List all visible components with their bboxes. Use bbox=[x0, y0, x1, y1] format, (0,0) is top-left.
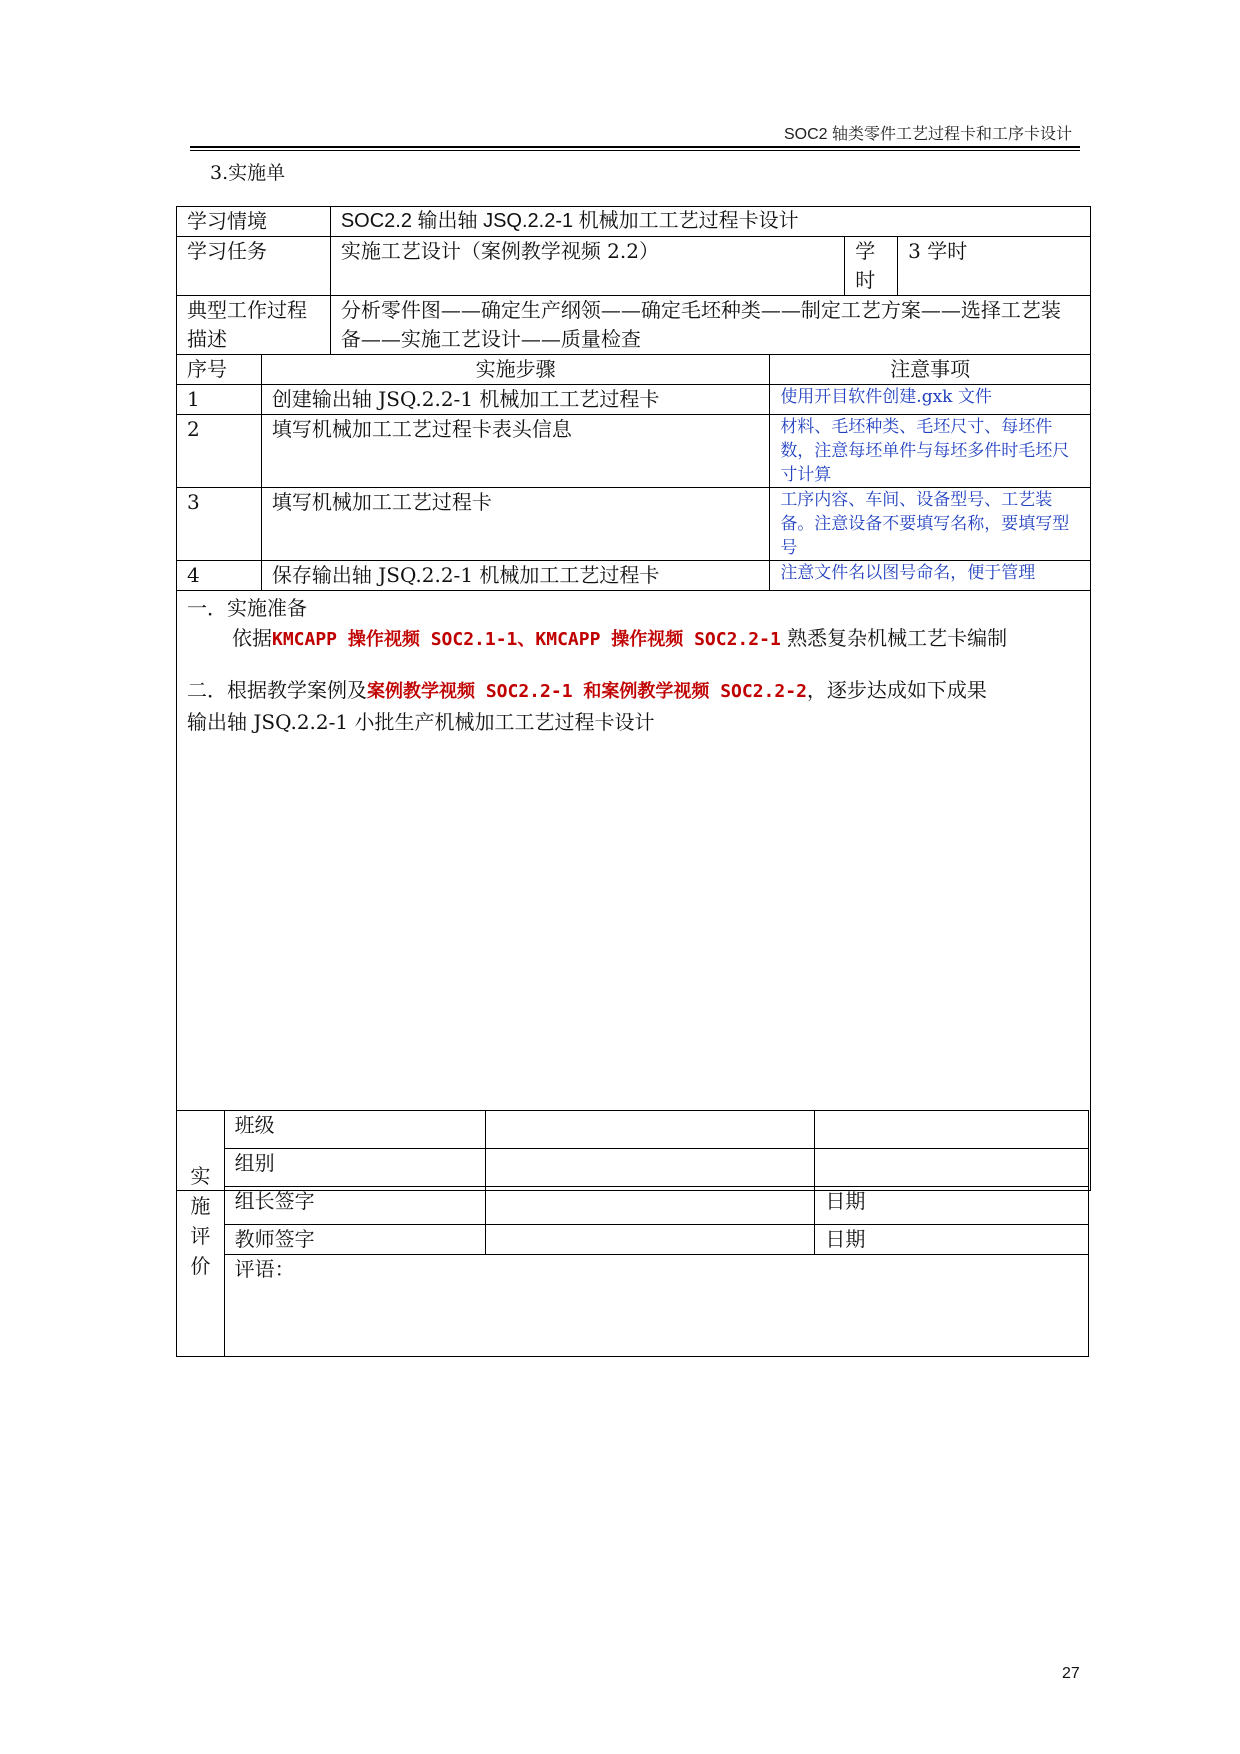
step-row bbox=[177, 415, 1091, 488]
step-no: 4 bbox=[177, 561, 262, 591]
side-char: 施 bbox=[190, 1194, 211, 1218]
prep-line-3: 输出轴 JSQ.2.2-1 小批生产机械加工工艺过程卡设计 bbox=[187, 710, 655, 734]
page-header-title: SOC2 轴类零件工艺过程卡和工序卡设计 bbox=[783, 126, 1072, 143]
prep-prefix: 依据 bbox=[232, 626, 272, 650]
step-row bbox=[177, 561, 1091, 591]
step-note: 工序内容、车间、设备型号、工艺装备。注意设备不要填写名称，要填写型号 bbox=[770, 488, 1091, 561]
scenario-value: SOC2.2 输出轴 JSQ.2.2-1 机械加工工艺过程卡设计 bbox=[330, 207, 1090, 237]
teacher-row bbox=[177, 1225, 1089, 1255]
prep-two-prefix: 二．根据教学案例及 bbox=[187, 678, 367, 702]
comment-cell[interactable] bbox=[224, 1255, 1088, 1357]
step-header: 实施步骤 bbox=[261, 355, 769, 385]
step-text: 创建输出轴 JSQ.2.2-1 机械加工工艺过程卡 bbox=[261, 385, 769, 415]
step-note: 使用开目软件创建.gxk 文件 bbox=[770, 385, 1091, 415]
steps-header-row bbox=[177, 355, 1091, 385]
group-row bbox=[177, 1149, 1089, 1187]
group-label: 组别 bbox=[224, 1149, 485, 1187]
page-number: 27 bbox=[1062, 1665, 1080, 1682]
section-title: 3.实施单 bbox=[210, 162, 286, 184]
group-extra[interactable] bbox=[815, 1149, 1089, 1187]
class-extra[interactable] bbox=[815, 1111, 1089, 1149]
side-char: 实 bbox=[190, 1164, 211, 1188]
leader-sign-label: 组长签字 bbox=[224, 1187, 485, 1225]
implementation-table bbox=[176, 206, 1091, 1191]
evaluation-table bbox=[176, 1110, 1089, 1357]
header-rule-thin bbox=[190, 150, 1080, 151]
leader-row bbox=[177, 1187, 1089, 1225]
prep-heading: 一．实施准备 bbox=[187, 596, 307, 620]
step-no: 3 bbox=[177, 488, 262, 561]
preparation-row bbox=[177, 591, 1091, 1191]
comment-row bbox=[177, 1255, 1089, 1357]
group-value[interactable] bbox=[486, 1149, 815, 1187]
process-value: 分析零件图——确定生产纲领——确定毛坯种类——制定工艺方案——选择工艺装备——实施工艺设计——质量检查 bbox=[330, 296, 1090, 355]
header-rule bbox=[190, 146, 1080, 148]
prep-suffix: 熟悉复杂机械工艺卡编制 bbox=[787, 626, 1008, 650]
prep-line-1 bbox=[187, 623, 1080, 655]
prep-line-2 bbox=[187, 675, 1080, 707]
teacher-date-label: 日期 bbox=[815, 1225, 1089, 1255]
step-text: 填写机械加工工艺过程卡表头信息 bbox=[261, 415, 769, 488]
hours-value: 3 学时 bbox=[898, 237, 1091, 296]
preparation-cell bbox=[177, 591, 1091, 1191]
no-header: 序号 bbox=[177, 355, 262, 385]
side-char: 价 bbox=[190, 1254, 211, 1278]
prep-video-ref: KMCAPP 操作视频 SOC2.1-1、KMCAPP 操作视频 SOC2.2-1 bbox=[272, 629, 781, 650]
step-note: 材料、毛坯种类、毛坯尺寸、每坯件数，注意每坯单件与每坯多件时毛坯尺寸计算 bbox=[770, 415, 1091, 488]
hours-label: 学时 bbox=[845, 237, 898, 296]
task-value: 实施工艺设计（案例教学视频 2.2） bbox=[330, 237, 844, 296]
scenario-label: 学习情境 bbox=[177, 207, 331, 237]
teacher-sign-label: 教师签字 bbox=[224, 1225, 485, 1255]
leader-sign-value[interactable] bbox=[486, 1187, 815, 1225]
step-text: 填写机械加工工艺过程卡 bbox=[261, 488, 769, 561]
side-char: 评 bbox=[190, 1224, 211, 1248]
step-no: 2 bbox=[177, 415, 262, 488]
class-label: 班级 bbox=[224, 1111, 485, 1149]
leader-date-label: 日期 bbox=[815, 1187, 1089, 1225]
class-row bbox=[177, 1111, 1089, 1149]
class-value[interactable] bbox=[486, 1111, 815, 1149]
evaluation-side-label bbox=[177, 1111, 225, 1357]
comment-label: 评语： bbox=[234, 1257, 295, 1281]
step-text: 保存输出轴 JSQ.2.2-1 机械加工工艺过程卡 bbox=[261, 561, 769, 591]
step-row bbox=[177, 488, 1091, 561]
notes-header: 注意事项 bbox=[770, 355, 1091, 385]
step-row bbox=[177, 385, 1091, 415]
process-row bbox=[177, 296, 1091, 355]
prep-two-video-ref: 案例教学视频 SOC2.2-1 和案例教学视频 SOC2.2-2 bbox=[367, 681, 807, 702]
task-label: 学习任务 bbox=[177, 237, 331, 296]
prep-two-suffix: ，逐步达成如下成果 bbox=[806, 678, 987, 702]
step-note: 注意文件名以图号命名，便于管理 bbox=[770, 561, 1091, 591]
step-no: 1 bbox=[177, 385, 262, 415]
scenario-row bbox=[177, 207, 1091, 237]
process-label: 典型工作过程描述 bbox=[177, 296, 331, 355]
spacer bbox=[187, 655, 1080, 675]
teacher-sign-value[interactable] bbox=[486, 1225, 815, 1255]
task-row bbox=[177, 237, 1091, 296]
